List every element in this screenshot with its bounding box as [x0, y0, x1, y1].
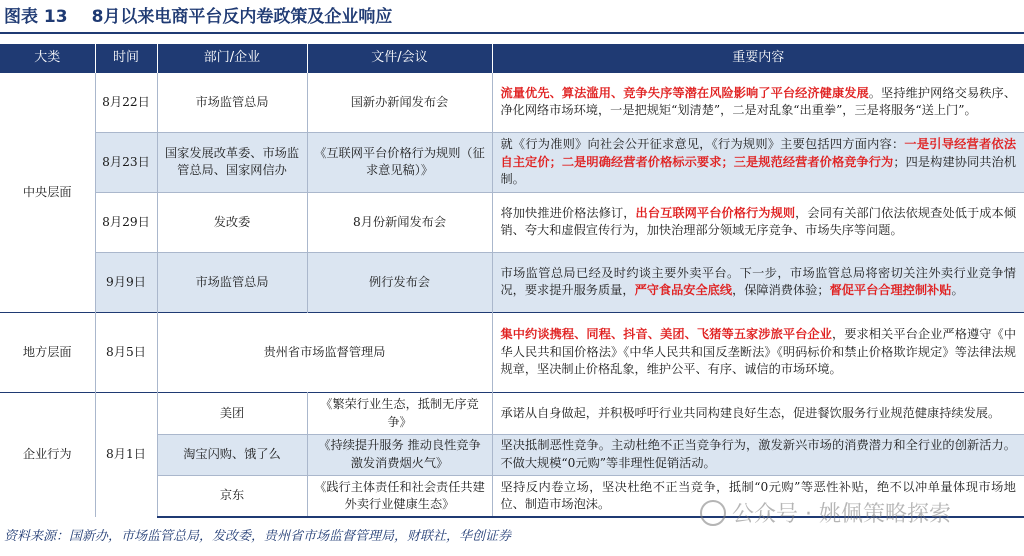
content-text: ，会同有关部门依法依规查处低于成本倾销、夸大和虚假宣传行为，加快治理部分领域无序竞争、市场失序等问题。: [500, 205, 1017, 238]
content-cell: [492, 73, 1024, 133]
highlight-text: 流量优先、算法滥用、竞争失序等潜在风险影响了平台经济健康发展: [500, 85, 869, 100]
doc-cell: 8月份新闻发布会: [307, 192, 492, 252]
content-cell: [492, 132, 1024, 192]
table-row: [0, 312, 1024, 393]
header-category: 大类: [0, 44, 95, 73]
content-text: ；四是构建协同共治机制。: [500, 154, 1017, 187]
highlight-text: 出台互联网平台价格行为规则: [635, 205, 796, 220]
dept-cell: 美团: [157, 393, 307, 434]
content-text: ，要求相关平台企业严格遵守《中华人民共和国价格法》《中华人民共和国反垄断法》《明码标价和禁止价格欺诈规定》等法律法规规章，坚决制止价格乱象，维护公平、有序、诚信的市场环境。: [500, 327, 1017, 377]
date-cell: 8月23日: [95, 132, 157, 192]
date-cell: 9月9日: [95, 252, 157, 312]
content-text: 就《行为准则》向社会公开征求意见，《行为规则》主要包括四方面内容：: [500, 137, 905, 152]
table-row: [0, 252, 1024, 312]
content-cell: [492, 434, 1024, 475]
content-text: 市场监管总局已经及时约谈主要外卖平台。下一步，市场监管总局将密切关注外卖行业竞争情况，要求提升服务质量，: [500, 265, 1016, 298]
highlight-text: 督促平台合理控制补贴: [829, 283, 952, 298]
highlight-text: 一是引导经营者依法自主定价；二是明确经营者价格标示要求；三是规范经营者价格竞争行为: [500, 137, 1017, 169]
header-content: 重要内容: [492, 44, 1024, 73]
table-row: [0, 192, 1024, 252]
content-text: 承诺从自身做起，并积极呼吁行业共同构建良好生态，促进餐饮服务行业规范健康持续发展。: [500, 405, 1001, 420]
category-cell: 中央层面: [0, 73, 95, 313]
table-row: [0, 132, 1024, 192]
wechat-icon: [700, 500, 726, 526]
content-cell: [492, 192, 1024, 252]
table-header-row: [0, 44, 1024, 73]
figure-title: [4, 4, 392, 30]
doc-cell: 例行发布会: [307, 252, 492, 312]
header-date: 时间: [95, 44, 157, 73]
table-row: [0, 393, 1024, 434]
policy-table: [0, 44, 1024, 518]
dept-cell: 京东: [157, 476, 307, 517]
content-text: ，保障消费体验；: [732, 283, 830, 298]
header-doc: 文件/会议: [307, 44, 492, 73]
content-text: 坚决抵制恶性竞争。主动杜绝不正当竞争行为，激发新兴市场的消费潜力和全行业的创新活力。不做大规模“0元购”等非理性促销活动。: [500, 438, 1016, 470]
doc-cell: 《互联网平台价格行为规则（征求意见稿）》: [307, 132, 492, 192]
content-text: 。坚持维护网络交易秩序、净化网络市场环境，一是把规矩“划清楚”，二是对乱象“出重拳”，三是将服务“送上门”。: [500, 85, 1017, 118]
table-row: [0, 73, 1024, 133]
header-dept: 部门/企业: [157, 44, 307, 73]
category-cell: 企业行为: [0, 393, 95, 517]
source-note: 资料来源：国新办，市场监管总局，发改委，贵州省市场监督管理局，财联社，华创证券: [4, 529, 512, 544]
dept-cell: 市场监管总局: [157, 73, 307, 133]
figure-number: 图表 13: [4, 7, 68, 27]
highlight-text: 严守食品安全底线: [634, 283, 733, 298]
date-cell: 8月5日: [95, 312, 157, 393]
dept-cell: 淘宝闪购、饿了么: [157, 434, 307, 475]
content-text: 坚持反内卷立场，坚决杜绝不正当竞争，抵制“0元购”等恶性补贴，绝不以冲单量体现市场地位、制造市场泡沫。: [500, 479, 1016, 512]
content-cell: [492, 393, 1024, 434]
dept-cell: 发改委: [157, 192, 307, 252]
title-rule: [0, 32, 1024, 34]
doc-cell: 国新办新闻发布会: [307, 73, 492, 133]
date-cell: 8月29日: [95, 192, 157, 252]
dept-cell: 国家发展改革委、市场监管总局、国家网信办: [157, 132, 307, 192]
doc-cell: 《繁荣行业生态，抵制无序竞争》: [307, 393, 492, 434]
dept-cell: 贵州省市场监督管理局: [157, 312, 492, 393]
date-cell: 8月1日: [95, 393, 157, 517]
watermark: [700, 498, 951, 532]
category-cell: 地方层面: [0, 312, 95, 393]
watermark-text: 公众号 · 姚佩策略探索: [732, 502, 951, 527]
dept-cell: 市场监管总局: [157, 252, 307, 312]
figure-title-text: 8月以来电商平台反内卷政策及企业响应: [91, 7, 393, 27]
highlight-text: 集中约谈携程、同程、抖音、美团、飞猪等五家涉旅平台企业: [500, 327, 832, 342]
content-cell: [492, 312, 1024, 393]
content-cell: [492, 252, 1024, 312]
date-cell: 8月22日: [95, 73, 157, 133]
content-text: 。: [951, 283, 964, 298]
content-text: 将加快推进价格法修订，: [500, 205, 636, 220]
doc-cell: 《践行主体责任和社会责任共建外卖行业健康生态》: [307, 476, 492, 517]
doc-cell: 《持续提升服务 推动良性竞争 激发消费烟火气》: [307, 434, 492, 475]
